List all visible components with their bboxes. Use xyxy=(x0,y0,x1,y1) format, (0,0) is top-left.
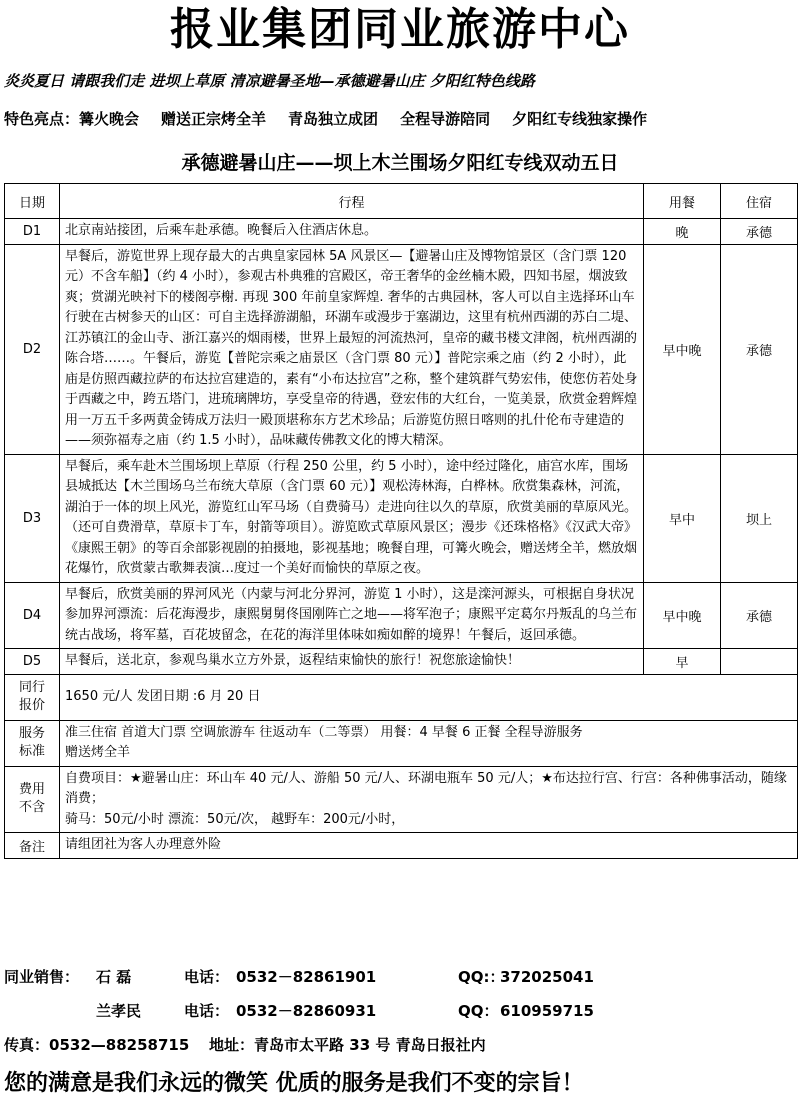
price-row xyxy=(5,674,798,720)
table-row xyxy=(5,454,798,582)
row-stay xyxy=(721,649,798,675)
table-row xyxy=(5,244,798,454)
tagline: 炎炎夏日 请跟我们走 进坝上草原 清凉避暑圣地—承德避暑山庄 夕阳红特色线路 xyxy=(4,72,535,90)
phone-label: 电话： xyxy=(184,1002,230,1020)
service-line: 赠送烤全羊 xyxy=(65,745,131,760)
header-meals: 用餐 xyxy=(644,184,721,219)
header-day: 日期 xyxy=(5,184,60,219)
contact-line-1 xyxy=(4,966,594,987)
row-stay: 承德 xyxy=(721,582,798,649)
notes-row xyxy=(5,833,798,859)
fees-value xyxy=(60,766,798,833)
qq-label: QQ:： xyxy=(458,968,505,986)
slogan: 您的满意是我们永远的微笑 优质的服务是我们不变的宗旨！ xyxy=(4,1071,584,1096)
sales-person-1: 石 磊 xyxy=(96,968,132,986)
highlights xyxy=(4,108,796,129)
fees-label xyxy=(5,766,60,833)
highlights-label: 特色亮点： xyxy=(4,110,80,128)
address-label: 地址： xyxy=(209,1036,255,1054)
row-meals: 晚 xyxy=(644,219,721,245)
row-day: D2 xyxy=(5,244,60,454)
fees-label-line: 费用 xyxy=(18,782,45,798)
row-day: D3 xyxy=(5,454,60,582)
notes-value: 请组团社为客人办理意外险 xyxy=(60,833,798,859)
contact-line-2 xyxy=(4,1000,594,1021)
row-meals: 早 xyxy=(644,649,721,675)
row-meals: 早中晚 xyxy=(644,582,721,649)
table-row xyxy=(5,219,798,245)
header-stay: 住宿 xyxy=(721,184,798,219)
service-label xyxy=(5,720,60,766)
fees-line: 骑马：50元/小时 漂流：50元/次， 越野车：200元/小时， xyxy=(65,811,405,827)
row-stay: 承德 xyxy=(721,244,798,454)
row-itinerary: 北京南站接团，后乘车赴承德。晚餐后入住酒店休息。 xyxy=(60,219,644,245)
service-label-line: 标准 xyxy=(18,744,45,759)
service-label-line: 服务 xyxy=(18,726,45,741)
table-header-row xyxy=(5,184,798,219)
row-day: D4 xyxy=(5,582,60,649)
highlight-item: 全程导游陪同 xyxy=(400,110,491,128)
row-itinerary: 早餐后，送北京，参观鸟巢水立方外景，返程结束愉快的旅行！祝您旅途愉快！ xyxy=(60,649,644,675)
fees-label-line: 不含 xyxy=(18,800,45,816)
row-itinerary: 早餐后，欣赏美丽的界河风光（内蒙与河北分界河，游览 1 小时），这是滦河源头，可根据自身状况参加界河漂流：后花海漫步，康熙舅舅佟国刚阵亡之地——将军泡子；康熙平定葛尔丹叛乱的乌兰布统古战场，将军墓，百花坡留念，在花的海洋里体味如痴如醉的境界！午餐后，返回承德。 xyxy=(60,582,644,649)
page-title: 报业集团同业旅游中心 xyxy=(170,4,630,55)
qq-1: 372025041 xyxy=(500,968,594,986)
qq-2: 610959715 xyxy=(500,1002,594,1020)
sales-person-2: 兰孝民 xyxy=(96,1002,142,1020)
price-value: 1650 元/人 发团日期 :6 月 20 日 xyxy=(60,674,798,720)
highlight-item: 青岛独立成团 xyxy=(288,110,379,128)
price-label-line: 同行 xyxy=(18,680,45,695)
highlight-item: 夕阳红专线独家操作 xyxy=(512,110,648,128)
row-itinerary: 早餐后，游览世界上现存最大的古典皇家园林 5A 风景区—【避暑山庄及博物馆景区（含门票 120 元）不含车船】（约 4 小时），参观古朴典雅的宫殿区，帝王奢华的金丝楠木殿，四知书屋，烟波致爽；赏湖光映衬下的楼阁亭榭. 再现 300 年前皇家辉煌. 奢华的古典园林，客人可以自主选择环山车行驶在古树参天的山区：可自主选择游湖船，环湖车或漫步于塞湖边，这里有杭州西湖的苏白二堤、江苏镇江的金山寺、浙江嘉兴的烟雨楼，世界上最短的河流热河，皇帝的藏书楼文津阁，杭州西湖的陈合塔……。午餐后，游览【普陀宗乘之庙景区（含门票 80 元）】普陀宗乘之庙（约 2 小时），此庙是仿照西藏拉萨的布达拉宫建造的，素有“小布达拉宫”之称，整个建筑群气势宏伟，使您仿若处身于西藏之中，跨五塔门，进琉璃牌坊，享受皇帝的待遇，登宏伟的大红台，一览美景，欣赏金碧辉煌用一万五千多两黄金铸成万法归一殿顶堪称东方艺术珍品；后游览仿照日喀则的扎什伦布寺建造的——须弥福寿之庙（约 1.5 小时），品味藏传佛教文化的博大精深。 xyxy=(60,244,644,454)
sales-label: 同业销售： xyxy=(4,968,80,986)
fees-row xyxy=(5,766,798,833)
itinerary-table xyxy=(4,183,798,859)
fees-line: 自费项目：★避暑山庄：环山车 40 元/人、游船 50 元/人、环湖电瓶车 50 元/人；★布达拉行宫、行宫：各种佛事活动，随缘消费； xyxy=(65,770,787,806)
row-meals: 早中 xyxy=(644,454,721,582)
fax-number: 0532—88258715 xyxy=(49,1036,190,1054)
header-itinerary: 行程 xyxy=(60,184,644,219)
notes-label: 备注 xyxy=(5,833,60,859)
service-line: 准三住宿 首道大门票 空调旅游车 往返动车（二等票） 用餐：4 早餐 6 正餐 全程导游服务 xyxy=(65,724,583,740)
address: 青岛市太平路 33 号 青岛日报社内 xyxy=(254,1036,486,1054)
row-meals: 早中晚 xyxy=(644,244,721,454)
phone-2: 0532－82860931 xyxy=(236,1002,377,1020)
row-itinerary: 早餐后，乘车赴木兰围场坝上草原（行程 250 公里，约 5 小时），途中经过隆化，庙宫水库，围场县城抵达【木兰围场乌兰布统大草原（含门票 60 元）】观松涛林海，白桦林。欣赏集森林，河流，湖泊于一体的坝上风光，游览红山军马场（自费骑马）走进向往以久的草原，欣赏美丽的草原风光。（还可自费滑草，草原卡丁车，射箭等项目）。游览欧式草原风景区；漫步《还珠格格》《汉武大帝》《康熙王朝》的等百余部影视剧的拍摄地，影视基地；晚餐自理，可篝火晚会，赠送烤全羊，燃放烟花爆竹，欣赏蒙古歌舞表演…度过一个美好而愉快的草原之夜。 xyxy=(60,454,644,582)
row-stay: 坝上 xyxy=(721,454,798,582)
table-row xyxy=(5,582,798,649)
price-label xyxy=(5,674,60,720)
route-title: 承德避暑山庄——坝上木兰围场夕阳红专线双动五日 xyxy=(181,152,619,174)
contact-line-3 xyxy=(4,1034,486,1055)
row-day: D1 xyxy=(5,219,60,245)
price-label-line: 报价 xyxy=(18,698,45,713)
service-value xyxy=(60,720,798,766)
service-row xyxy=(5,720,798,766)
fax-label: 传真： xyxy=(4,1036,50,1054)
row-stay: 承德 xyxy=(721,219,798,245)
table-row xyxy=(5,649,798,675)
qq-label: QQ： xyxy=(458,1002,499,1020)
row-day: D5 xyxy=(5,649,60,675)
phone-label: 电话： xyxy=(184,968,230,986)
highlight-item: 赠送正宗烤全羊 xyxy=(161,110,267,128)
highlight-item: 篝火晚会 xyxy=(79,110,140,128)
phone-1: 0532－82861901 xyxy=(236,968,377,986)
